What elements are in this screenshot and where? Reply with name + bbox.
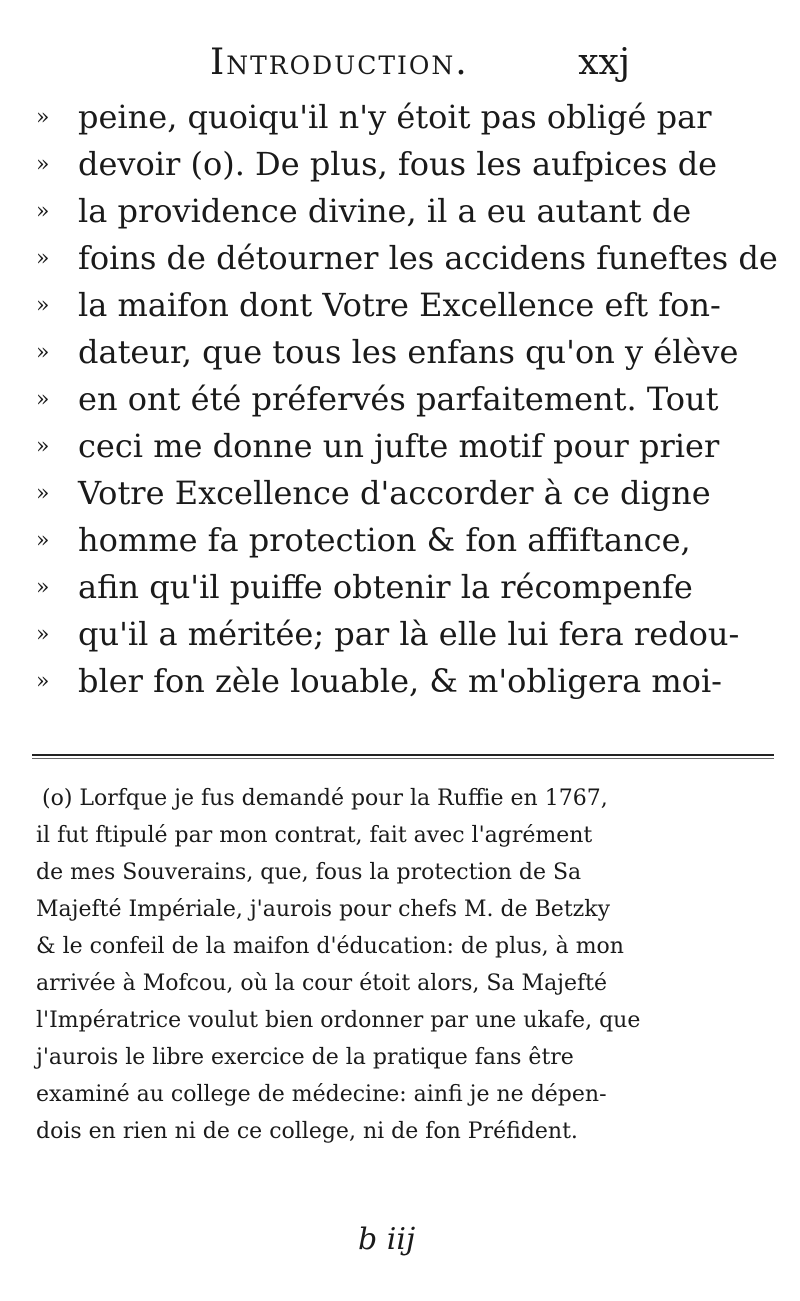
body-line xyxy=(36,517,776,564)
line-text: bler fon zèle louable, & m'obligera moi- xyxy=(78,662,722,700)
line-text: dateur, que tous les enfans qu'on y élève xyxy=(78,333,739,371)
body-line xyxy=(36,470,776,517)
line-text: la providence divine, il a eu autant de xyxy=(78,192,692,230)
footnote-rule xyxy=(32,754,774,756)
footnote-line: (o) Lorfque je fus demandé pour la Ruffie en 1767, xyxy=(42,786,608,811)
footnote-line: dois en rien ni de ce college, ni de fon Préfident. xyxy=(36,1119,578,1144)
body-line xyxy=(36,94,776,141)
quote-mark: » xyxy=(36,387,50,412)
body-text xyxy=(36,94,776,705)
line-text: afin qu'il puiffe obtenir la récompenfe xyxy=(78,568,693,606)
quote-mark: » xyxy=(36,528,50,553)
body-line xyxy=(36,423,776,470)
quote-mark: » xyxy=(36,434,50,459)
body-line xyxy=(36,141,776,188)
footnote-line: & le confeil de la maifon d'éducation: de plus, à mon xyxy=(36,934,624,959)
line-text: la maifon dont Votre Excellence eft fon- xyxy=(78,286,721,324)
running-header xyxy=(210,42,630,98)
line-text: qu'il a méritée; par là elle lui fera redou- xyxy=(78,615,740,653)
quote-mark: » xyxy=(36,152,50,177)
quote-mark: » xyxy=(36,340,50,365)
footnote-line: Majefté Impériale, j'aurois pour chefs M. de Betzky xyxy=(36,897,611,922)
footnote-line: arrivée à Mofcou, où la cour étoit alors, Sa Majefté xyxy=(36,971,608,996)
body-line xyxy=(36,235,776,282)
line-text: homme fa protection & fon affiftance, xyxy=(78,521,691,559)
quote-mark: » xyxy=(36,575,50,600)
quote-mark: » xyxy=(36,622,50,647)
quote-mark: » xyxy=(36,199,50,224)
body-line xyxy=(36,564,776,611)
body-line xyxy=(36,611,776,658)
line-text: ceci me donne un jufte motif pour prier xyxy=(78,427,720,465)
line-text: foins de détourner les accidens funeftes de xyxy=(78,239,778,277)
page-number: xxj xyxy=(578,42,630,83)
line-text: peine, quoiqu'il n'y étoit pas obligé par xyxy=(78,98,712,136)
quote-mark: » xyxy=(36,669,50,694)
line-text: devoir (o). De plus, fous les aufpices de xyxy=(78,145,718,183)
body-line xyxy=(36,188,776,235)
quote-mark: » xyxy=(36,105,50,130)
footnote-line: l'Impératrice voulut bien ordonner par une ukafe, que xyxy=(36,1008,641,1033)
footnote-rule-thin xyxy=(32,758,774,759)
line-text: Votre Excellence d'accorder à ce digne xyxy=(78,474,711,512)
header-title: Introduction. xyxy=(210,42,469,83)
footnote-line: de mes Souverains, que, fous la protection de Sa xyxy=(36,860,582,885)
body-line xyxy=(36,658,776,705)
signature-mark: b iij xyxy=(358,1222,416,1257)
quote-mark: » xyxy=(36,293,50,318)
footnote-line: j'aurois le libre exercice de la pratique fans être xyxy=(36,1045,574,1070)
quote-mark: » xyxy=(36,481,50,506)
line-text: en ont été préfervés parfaitement. Tout xyxy=(78,380,719,418)
body-line xyxy=(36,329,776,376)
footnote-line: il fut ftipulé par mon contrat, fait avec l'agrément xyxy=(36,823,593,848)
body-line xyxy=(36,376,776,423)
body-line xyxy=(36,282,776,329)
quote-mark: » xyxy=(36,246,50,271)
footnote xyxy=(36,780,776,1150)
footnote-line: examiné au college de médecine: ainfi je ne dépen- xyxy=(36,1082,607,1107)
